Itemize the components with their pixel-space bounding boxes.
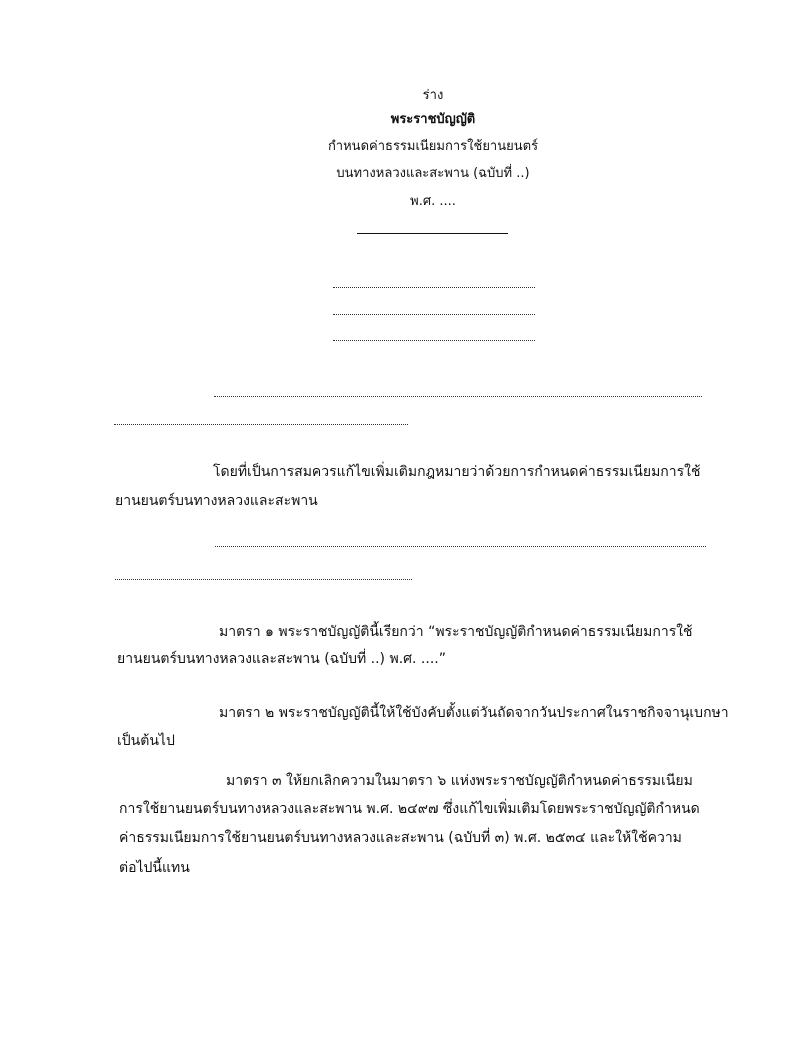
preamble-line-1: โดยที่เป็นการสมควรแก้ไขเพิ่มเติมกฎหมายว่าด้วยการกำหนดค่าธรรมเนียมการใช้ — [213, 464, 701, 480]
section-3-line-3: ค่าธรรมเนียมการใช้ยานยนตร์บนทางหลวงและสะพาน (ฉบับที่ ๓) พ.ศ. ๒๕๓๔ และให้ใช้ความ — [119, 830, 682, 846]
placeholder-dotted-line — [333, 287, 535, 288]
placeholder-dotted-line — [333, 340, 535, 341]
section-2-line-1: มาตรา ๒ พระราชบัญญัตินี้ให้ใช้บังคับตั้งแต่วันถัดจากวันประกาศในราชกิจจานุเบกษา — [219, 705, 729, 721]
section-2-line-2: เป็นต้นไป — [117, 733, 175, 749]
subject-line-1: กำหนดค่าธรรมเนียมการใช้ยานยนตร์ — [327, 139, 539, 154]
placeholder-dotted-line — [333, 314, 535, 315]
placeholder-dotted-line — [114, 424, 408, 425]
section-3-line-4: ต่อไปนี้แทน — [119, 860, 190, 876]
section-3-line-2: การใช้ยานยนตร์บนทางหลวงและสะพาน พ.ศ. ๒๔๙๗ ซึ่งแก้ไขเพิ่มเติมโดยพระราชบัญญัติกำหนด — [119, 801, 700, 817]
year-line: พ.ศ. .... — [410, 194, 456, 209]
placeholder-dotted-line — [215, 546, 706, 547]
section-1-line-1: มาตรา ๑ พระราชบัญญัตินี้เรียกว่า “พระราชบัญญัติกำหนดค่าธรรมเนียมการใช้ — [219, 624, 693, 640]
title-underline — [357, 233, 508, 234]
subject-line-2: บนทางหลวงและสะพาน (ฉบับที่ ..) — [336, 166, 530, 181]
section-3-line-1: มาตรา ๓ ให้ยกเลิกความในมาตรา ๖ แห่งพระราชบัญญัติกำหนดค่าธรรมเนียม — [226, 773, 693, 789]
act-title: พระราชบัญญัติ — [390, 112, 476, 127]
placeholder-dotted-line — [214, 396, 702, 397]
section-1-line-2: ยานยนตร์บนทางหลวงและสะพาน (ฉบับที่ ..) พ.ศ. ....” — [117, 651, 446, 667]
preamble-line-2: ยานยนตร์บนทางหลวงและสะพาน — [115, 493, 318, 509]
placeholder-dotted-line — [115, 579, 412, 580]
draft-label: ร่าง — [422, 88, 444, 103]
